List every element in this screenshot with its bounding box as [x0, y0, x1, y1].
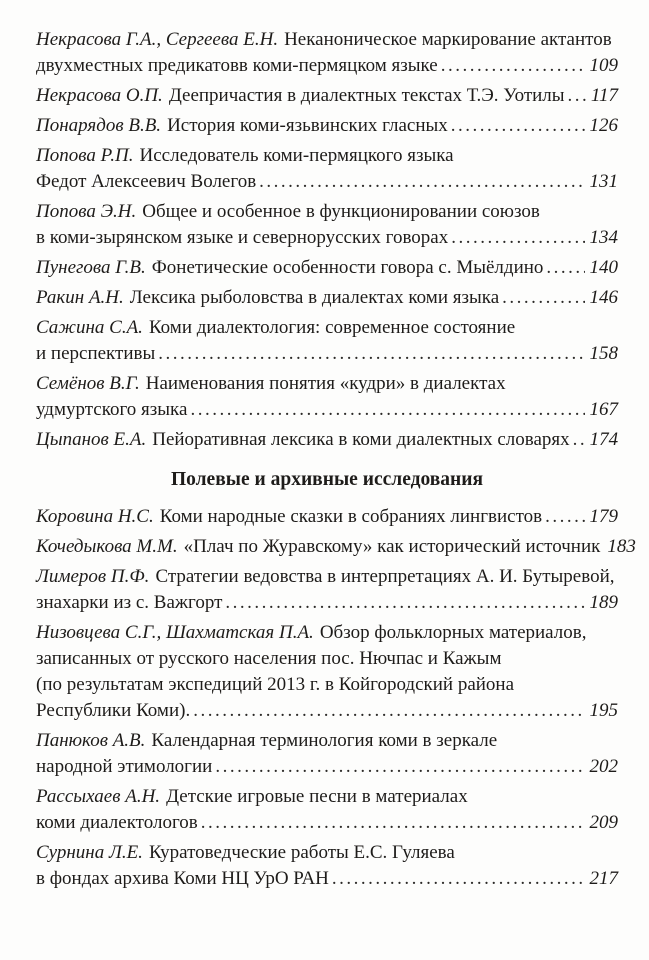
toc-entry — [36, 285, 618, 311]
page-number: 209 — [589, 812, 618, 833]
toc-section — [36, 27, 618, 453]
entry-authors: Понарядов В.В. — [36, 115, 162, 136]
entry-title-text: коми диалектологов — [36, 812, 198, 833]
entry-authors: Лимеров П.Ф. — [36, 566, 150, 587]
toc-entry — [36, 113, 618, 139]
entry-line — [36, 866, 618, 892]
entry-title-text: Детские игровые песни в материалах — [166, 786, 468, 807]
entry-line — [36, 754, 618, 780]
entry-title-text: Наименования понятия «кудри» в диалектах — [145, 373, 506, 394]
dot-leader — [545, 504, 584, 530]
dot-leader — [573, 427, 585, 453]
entry-line — [36, 83, 618, 109]
entry-line — [36, 169, 618, 195]
toc-entry — [36, 427, 618, 453]
entry-title-text: Стратегии ведовства в интерпретациях А. И. Бутыревой, — [155, 566, 615, 587]
page-number: 117 — [590, 85, 618, 106]
toc-entry — [36, 83, 618, 109]
entry-line — [36, 225, 618, 251]
entry-authors: Ракин А.Н. — [36, 287, 124, 308]
entry-title-text: в фондах архива Коми НЦ УрО РАН — [36, 868, 329, 889]
entry-line — [36, 698, 618, 724]
entry-authors: Пунегова Г.В. — [36, 257, 146, 278]
dot-leader — [441, 53, 585, 79]
entry-title-text: Общее и особенное в функционировании союзов — [142, 201, 540, 222]
dot-leader — [158, 341, 584, 367]
entry-line — [36, 784, 618, 810]
page-number: 217 — [589, 868, 618, 889]
toc-entry — [36, 564, 618, 616]
entry-line — [36, 27, 618, 53]
entry-title-text: Коми народные сказки в собраниях лингвистов — [159, 506, 543, 527]
toc-entry — [36, 27, 618, 79]
entry-title-text: Исследователь коми-пермяцкого языка — [139, 145, 454, 166]
entry-title-text: Фонетические особенности говора с. Мыёлдино — [151, 257, 544, 278]
page-number: 167 — [589, 399, 618, 420]
entry-title-text: Календарная терминология коми в зеркале — [151, 730, 498, 751]
entry-title-text: Обзор фольклорных материалов, — [319, 622, 587, 643]
toc-entry — [36, 784, 618, 836]
entry-title-text: Республики Коми). — [36, 700, 191, 721]
entry-title-text: Неканоническое маркирование актантов — [284, 29, 612, 50]
dot-leader — [546, 255, 584, 281]
dot-leader — [215, 754, 584, 780]
entry-authors: Семёнов В.Г. — [36, 373, 140, 394]
toc-entry — [36, 315, 618, 367]
page-number: 158 — [589, 343, 618, 364]
entry-line — [36, 728, 618, 754]
dot-leader — [451, 113, 585, 139]
entry-line — [36, 504, 618, 530]
dot-leader — [201, 810, 585, 836]
entry-title-text: записанных от русского населения пос. Нючпас и Кажым — [36, 648, 502, 669]
dot-leader — [225, 590, 584, 616]
table-of-contents — [36, 27, 636, 892]
entry-line — [36, 590, 618, 616]
entry-title-text: Федот Алексеевич Волегов — [36, 171, 257, 192]
page-number: 202 — [589, 756, 618, 777]
entry-line — [36, 53, 618, 79]
dot-leader — [568, 83, 586, 109]
entry-title-text: Лексика рыболовства в диалектах коми языка — [129, 287, 500, 308]
page-number: 134 — [589, 227, 618, 248]
entry-line — [36, 397, 618, 423]
dot-leader — [259, 169, 584, 195]
entry-line — [36, 672, 618, 698]
dot-leader — [451, 225, 584, 251]
entry-line — [36, 810, 618, 836]
entry-title-text: знахарки из с. Важгорт — [36, 592, 223, 613]
toc-entry — [36, 840, 618, 892]
entry-title-text: народной этимологии — [36, 756, 213, 777]
page-number: 195 — [589, 700, 618, 721]
entry-authors: Сурнина Л.Е. — [36, 842, 143, 863]
entry-authors: Попова Э.Н. — [36, 201, 137, 222]
entry-line — [36, 199, 618, 225]
entry-title-text: Деепричастия в диалектных текстах Т.Э. Уотилы — [168, 85, 565, 106]
entry-line — [36, 534, 636, 560]
entry-line — [36, 143, 618, 169]
entry-line — [36, 427, 618, 453]
entry-title-text: двухместных предикатовв коми-пермяцком языке — [36, 55, 438, 76]
entry-line — [36, 341, 618, 367]
entry-line — [36, 371, 618, 397]
entry-line — [36, 255, 618, 281]
page-number: 179 — [589, 506, 618, 527]
toc-entry — [36, 143, 618, 195]
entry-authors: Рассыхаев А.Н. — [36, 786, 161, 807]
page-number: 126 — [589, 115, 618, 136]
page-number: 140 — [589, 257, 618, 278]
page-number: 183 — [607, 536, 636, 557]
entry-authors: Кочедыкова М.М. — [36, 536, 178, 557]
entry-authors: Панюков А.В. — [36, 730, 146, 751]
entry-title-text: удмуртского языка — [36, 399, 188, 420]
entry-line — [36, 285, 618, 311]
entry-authors: Низовцева С.Г., Шахматская П.А. — [36, 622, 314, 643]
entry-line — [36, 315, 618, 341]
page-number: 189 — [589, 592, 618, 613]
entry-authors: Некрасова О.П. — [36, 85, 163, 106]
dot-leader — [193, 698, 584, 724]
dot-leader — [190, 397, 584, 423]
dot-leader — [332, 866, 585, 892]
toc-entry — [36, 199, 618, 251]
page-number: 146 — [589, 287, 618, 308]
toc-entry — [36, 255, 618, 281]
entry-title-text: Пейоративная лексика в коми диалектных словарях — [152, 429, 570, 450]
entry-line — [36, 840, 618, 866]
toc-entry — [36, 371, 618, 423]
entry-authors: Попова Р.П. — [36, 145, 134, 166]
dot-leader — [502, 285, 584, 311]
entry-title-text: в коми-зырянском языке и севернорусских говорах — [36, 227, 449, 248]
entry-authors: Сажина С.А. — [36, 317, 143, 338]
entry-line — [36, 620, 618, 646]
entry-authors: Цыпанов Е.А. — [36, 429, 147, 450]
toc-entry — [36, 504, 618, 530]
entry-title-text: Коми диалектология: современное состояние — [148, 317, 516, 338]
entry-line — [36, 564, 618, 590]
entry-title-text: История коми-язьвинских гласных — [167, 115, 448, 136]
entry-line — [36, 646, 618, 672]
entry-authors: Коровина Н.С. — [36, 506, 154, 527]
page-number: 174 — [589, 429, 619, 450]
page-number: 131 — [589, 171, 618, 192]
page-number: 109 — [589, 55, 618, 76]
toc-entry — [36, 534, 636, 560]
section-heading: Полевые и архивные исследования — [170, 469, 484, 490]
entry-line — [36, 113, 618, 139]
toc-entry — [36, 728, 618, 780]
entry-title-text: и перспективы — [36, 343, 156, 364]
entry-title-text: Куратоведческие работы Е.С. Гуляева — [148, 842, 455, 863]
entry-title-text: «Плач по Журавскому» как исторический источник — [183, 536, 601, 557]
entry-authors: Некрасова Г.А., Сергеева Е.Н. — [36, 29, 279, 50]
toc-section — [36, 467, 636, 892]
entry-title-text: (по результатам экспедиций 2013 г. в Койгородский района — [36, 674, 515, 695]
toc-entry — [36, 620, 618, 724]
